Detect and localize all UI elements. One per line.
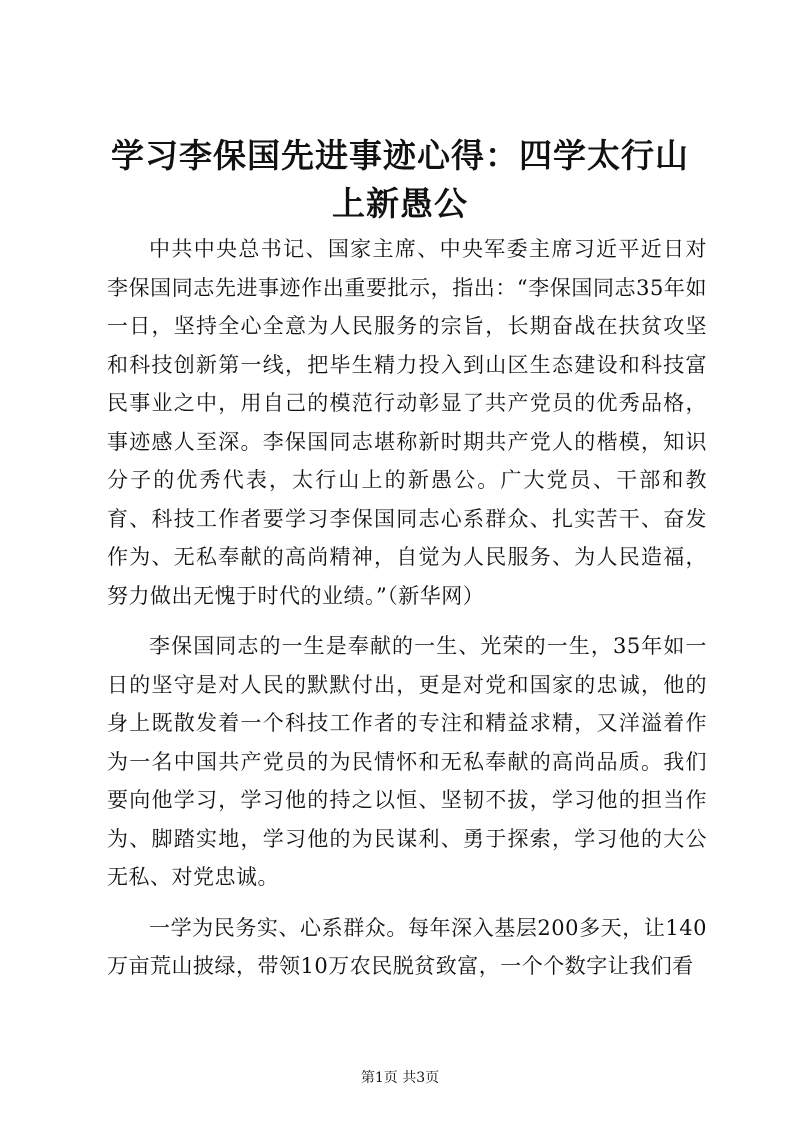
document-body	[107, 230, 707, 998]
page-footer: 第1页 共3页	[360, 1070, 440, 1086]
paragraph-3: 一学为民务实、心系群众。每年深入基层200多天，让140万亩荒山披绿，带领10万农民脱贫致富，一个个数字让我们看	[107, 915, 707, 978]
document-title: 学习李保国先进事迹心得：四学太行山上新愚公	[111, 136, 689, 223]
paragraph-2: 李保国同志的一生是奉献的一生、光荣的一生，35年如一日的坚守是对人民的默默付出，更是对党和国家的忠诚，他的身上既散发着一个科技工作者的专注和精益求精，又洋溢着作为一名中国共产党员的为民情怀和无私奉献的高尚品质。我们要向他学习，学习他的持之以恒、坚韧不拔，学习他的担当作为、脚踏实地，学习他的为民谋利、勇于探索，学习他的大公无私、对党忠诚。	[107, 634, 707, 889]
paragraph-1: 中共中央总书记、国家主席、中央军委主席习近平近日对李保国同志先进事迹作出重要批示，指出：“李保国同志35年如一日，坚持全心全意为人民服务的宗旨，长期奋战在扶贫攻坚和科技创新第一线，把毕生精力投入到山区生态建设和科技富民事业之中，用自己的模范行动彰显了共产党员的优秀品格，事迹感人至深。李保国同志堪称新时期共产党人的楷模，知识分子的优秀代表，太行山上的新愚公。广大党员、干部和教育、科技工作者要学习李保国同志心系群众、扎实苦干、奋发作为、无私奉献的高尚精神，自觉为人民服务、为人民造福，努力做出无愧于时代的业绩。”（新华网）	[107, 237, 707, 608]
